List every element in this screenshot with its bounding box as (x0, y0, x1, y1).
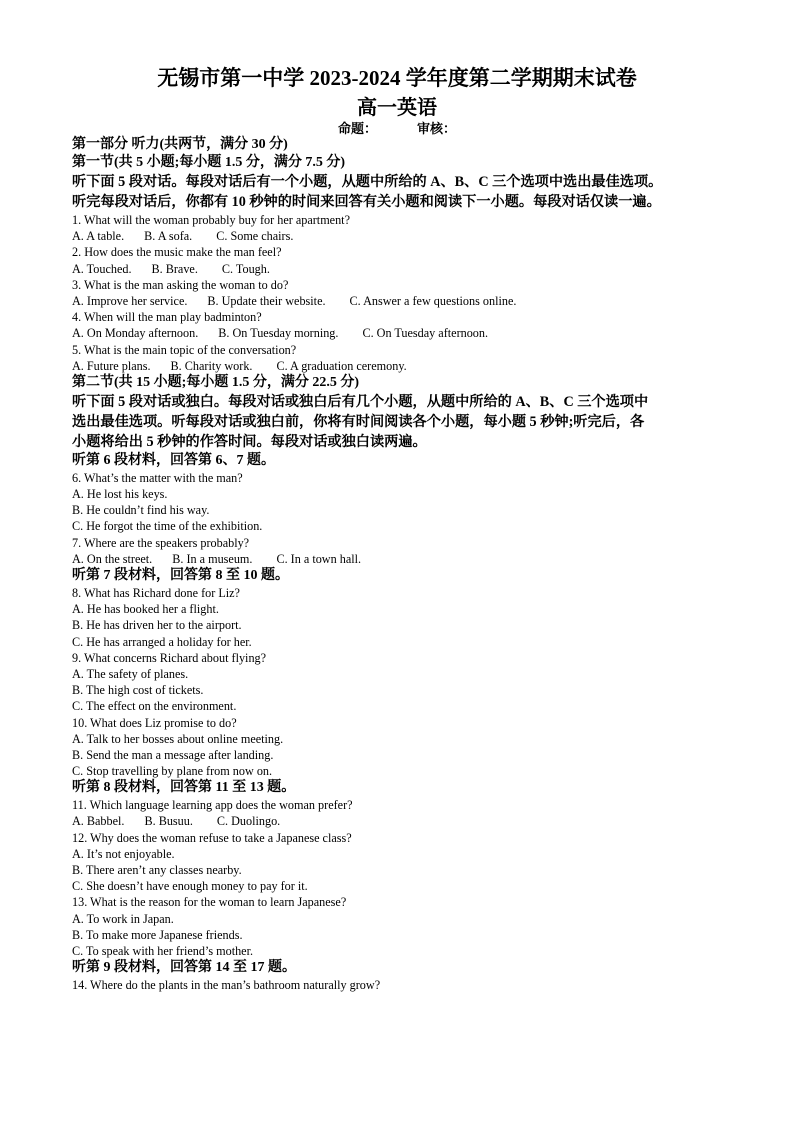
option-c: C. Duolingo. (216, 814, 281, 829)
option-c: C. He forgot the time of the exhibition. (72, 519, 263, 534)
option-b: B. A sofa. (144, 229, 193, 244)
section1-heading: 第一节(共 5 小题;每小题 1.5 分，满分 7.5 分) (72, 155, 345, 170)
option-c: C. Answer a few questions online. (349, 293, 517, 308)
option-c: C. The effect on the environment. (72, 699, 237, 714)
section1-instructions: 听完每段对话后，你都有 10 秒钟的时间来回答有关小题和阅读下一小题。每段对话仅读一遍。 (72, 194, 661, 210)
option-b: B. In a museum. (172, 551, 253, 566)
section2-instructions: 选出最佳选项。听每段对话或独白前，你将有时间阅读各个小题，每小题 5 秒钟;听完后，各 (72, 413, 645, 430)
question-options (72, 228, 732, 244)
option-b: B. Brave. (151, 261, 198, 276)
material-heading: 听第 6 段材料，回答第 6、7 题。 (72, 452, 275, 468)
option-a: A. The safety of planes. (72, 666, 189, 681)
proposer-label: 命题： (337, 121, 377, 136)
option-a: A. Touched. (72, 261, 132, 276)
part1-heading: 第一部分 听力(共两节，满分 30 分) (72, 137, 288, 152)
reviewer-label: 审核： (417, 121, 457, 136)
section1-instructions: 听下面 5 段对话。每段对话后有一个小题，从题中所给的 A、B、C 三个选项中选出最佳选项。 (72, 174, 663, 190)
question-stem: 6. What’s the matter with the man? (72, 470, 243, 485)
question-stem: 7. Where are the speakers probably? (72, 535, 250, 550)
option-b: B. There aren’t any classes nearby. (72, 863, 242, 877)
question-options (72, 261, 732, 277)
option-a: A. To work in Japan. (72, 911, 174, 926)
question-stem: 11. Which language learning app does the woman prefer? (72, 798, 353, 813)
question-stem: 5. What is the main topic of the conversation? (72, 342, 297, 357)
question-stem: 8. What has Richard done for Liz? (72, 586, 240, 600)
option-a: A. He has booked her a flight. (72, 602, 219, 617)
material-heading: 听第 9 段材料，回答第 14 至 17 题。 (72, 960, 296, 976)
question-stem: 3. What is the man asking the woman to do? (72, 277, 289, 292)
option-b: B. On Tuesday morning. (218, 326, 339, 341)
option-a: A. On Monday afternoon. (72, 326, 199, 341)
question-options (72, 813, 732, 829)
option-c: C. On Tuesday afternoon. (362, 326, 489, 341)
exam-body (72, 136, 732, 993)
option-a: A. A table. (72, 229, 125, 244)
question-stem: 4. When will the man play badminton? (72, 310, 262, 325)
option-b: B. The high cost of tickets. (72, 683, 204, 698)
option-b: B. Update their website. (207, 293, 326, 308)
material-heading: 听第 8 段材料，回答第 11 至 13 题。 (72, 780, 296, 796)
exam-title: 无锡市第一中学 2023-2024 学年度第二学期期末试卷 (157, 66, 637, 90)
option-c: C. Tough. (221, 261, 270, 276)
section2-instructions: 小题将给出 5 秒钟的作答时间。每段对话或独白读两遍。 (72, 433, 427, 450)
question-options (72, 551, 732, 567)
option-b: B. Busuu. (144, 814, 193, 829)
option-b: B. Charity work. (170, 358, 253, 373)
question-options (72, 293, 732, 309)
question-options (72, 358, 732, 374)
exam-credits (0, 118, 794, 137)
question-stem: 9. What concerns Richard about flying? (72, 650, 267, 665)
exam-subject: 高一英语 (357, 97, 437, 119)
question-stem: 10. What does Liz promise to do? (72, 715, 237, 730)
option-a: A. It’s not enjoyable. (72, 846, 175, 861)
option-b: B. He couldn’t find his way. (72, 503, 210, 518)
option-b: B. Send the man a message after landing. (72, 747, 274, 762)
option-a: A. Babbel. (72, 814, 125, 829)
option-c: C. He has arranged a holiday for her. (72, 634, 252, 649)
material-heading: 听第 7 段材料，回答第 8 至 10 题。 (72, 568, 289, 583)
question-stem: 13. What is the reason for the woman to learn Japanese? (72, 895, 347, 910)
option-a: A. Future plans. (72, 358, 151, 373)
section2-instructions: 听下面 5 段对话或独白。每段对话或独白后有几个小题，从题中所给的 A、B、C 三个选项中 (72, 393, 649, 410)
option-c: C. She doesn’t have enough money to pay for it. (72, 879, 308, 894)
option-c: C. Some chairs. (216, 229, 294, 244)
question-stem: 1. What will the woman probably buy for her apartment? (72, 213, 350, 227)
option-c: C. To speak with her friend’s mother. (72, 943, 254, 958)
question-stem: 14. Where do the plants in the man’s bathroom naturally grow? (72, 978, 381, 993)
option-c: C. In a town hall. (276, 551, 362, 566)
option-c: C. Stop travelling by plane from now on. (72, 764, 273, 779)
option-a: A. Improve her service. (72, 293, 188, 308)
question-stem: 12. Why does the woman refuse to take a Japanese class? (72, 830, 352, 845)
option-b: B. He has driven her to the airport. (72, 618, 242, 633)
option-a: A. Talk to her bosses about online meeting. (72, 731, 284, 746)
section2-heading: 第二节(共 15 小题;每小题 1.5 分，满分 22.5 分) (72, 374, 359, 390)
option-a: A. He lost his keys. (72, 487, 168, 502)
option-c: C. A graduation ceremony. (276, 358, 407, 373)
question-options (72, 325, 732, 341)
option-b: B. To make more Japanese friends. (72, 927, 243, 942)
option-a: A. On the street. (72, 551, 153, 566)
question-stem: 2. How does the music make the man feel? (72, 245, 282, 260)
